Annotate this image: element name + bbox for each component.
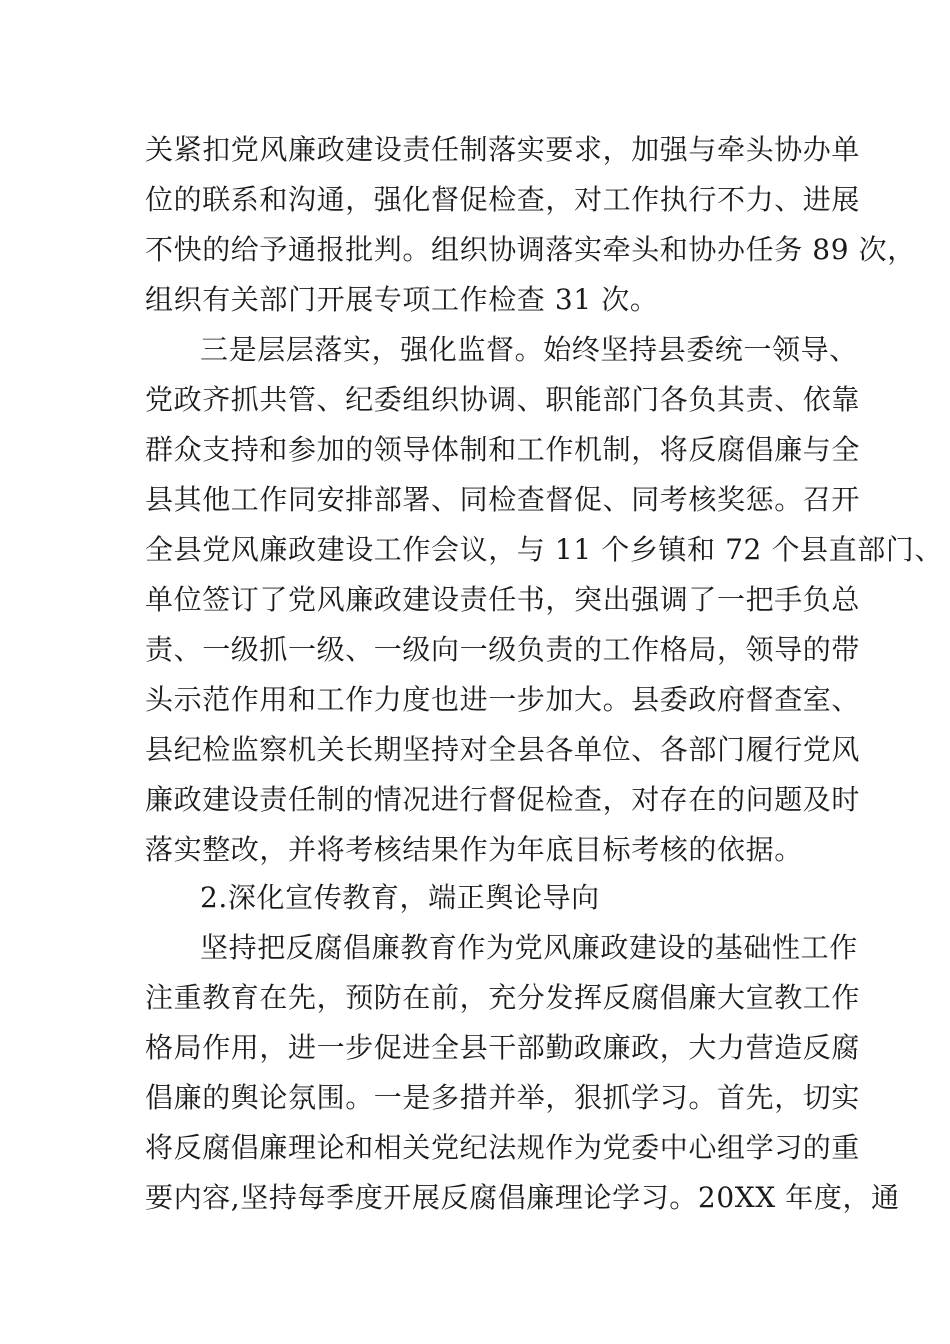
body-text-line: 落实整改，并将考核结果作为年底目标考核的依据。 (145, 833, 803, 866)
body-text-line: 全县党风廉政建设工作会议，与 11 个乡镇和 72 个县直部门、 (145, 533, 944, 566)
body-text-line: 格局作用，进一步促进全县干部勤政廉政，大力营造反腐 (145, 1031, 861, 1064)
body-text-line: 注重教育在先，预防在前，充分发挥反腐倡廉大宣教工作 (145, 981, 861, 1014)
body-text-line: 责、一级抓一级、一级向一级负责的工作格局，领导的带 (145, 633, 861, 666)
body-text-line: 廉政建设责任制的情况进行督促检查，对存在的问题及时 (145, 783, 861, 816)
body-text-line: 头示范作用和工作力度也进一步加大。县委政府督查室、 (145, 683, 861, 716)
body-text-line: 位的联系和沟通，强化督促检查，对工作执行不力、进展 (145, 183, 861, 216)
body-text-line: 倡廉的舆论氛围。一是多措并举，狠抓学习。首先，切实 (145, 1081, 861, 1114)
body-text-line: 将反腐倡廉理论和相关党纪法规作为党委中心组学习的重 (145, 1131, 861, 1164)
body-text-line: 单位签订了党风廉政建设责任书，突出强调了一把手负总 (145, 583, 861, 616)
body-text-line: 三是层层落实，强化监督。始终坚持县委统一领导、 (200, 333, 858, 366)
body-text-line: 要内容,坚持每季度开展反腐倡廉理论学习。20XX 年度，通 (145, 1181, 900, 1214)
body-text-line: 组织有关部门开展专项工作检查 31 次。 (145, 283, 659, 316)
body-text-line: 县其他工作同安排部署、同检查督促、同考核奖惩。召开 (145, 483, 861, 516)
body-text-line: 党政齐抓共管、纪委组织协调、职能部门各负其责、依靠 (145, 383, 861, 416)
section-heading: 2.深化宣传教育，端正舆论导向 (200, 881, 600, 914)
body-text-line: 不快的给予通报批判。组织协调落实牵头和协办任务 89 次， (145, 233, 916, 266)
body-text-line: 县纪检监察机关长期坚持对全县各单位、各部门履行党风 (145, 733, 861, 766)
body-text-line: 关紧扣党风廉政建设责任制落实要求，加强与牵头协办单 (145, 133, 861, 166)
body-text-line: 群众支持和参加的领导体制和工作机制，将反腐倡廉与全 (145, 433, 861, 466)
body-text-line: 坚持把反腐倡廉教育作为党风廉政建设的基础性工作 (200, 931, 858, 964)
